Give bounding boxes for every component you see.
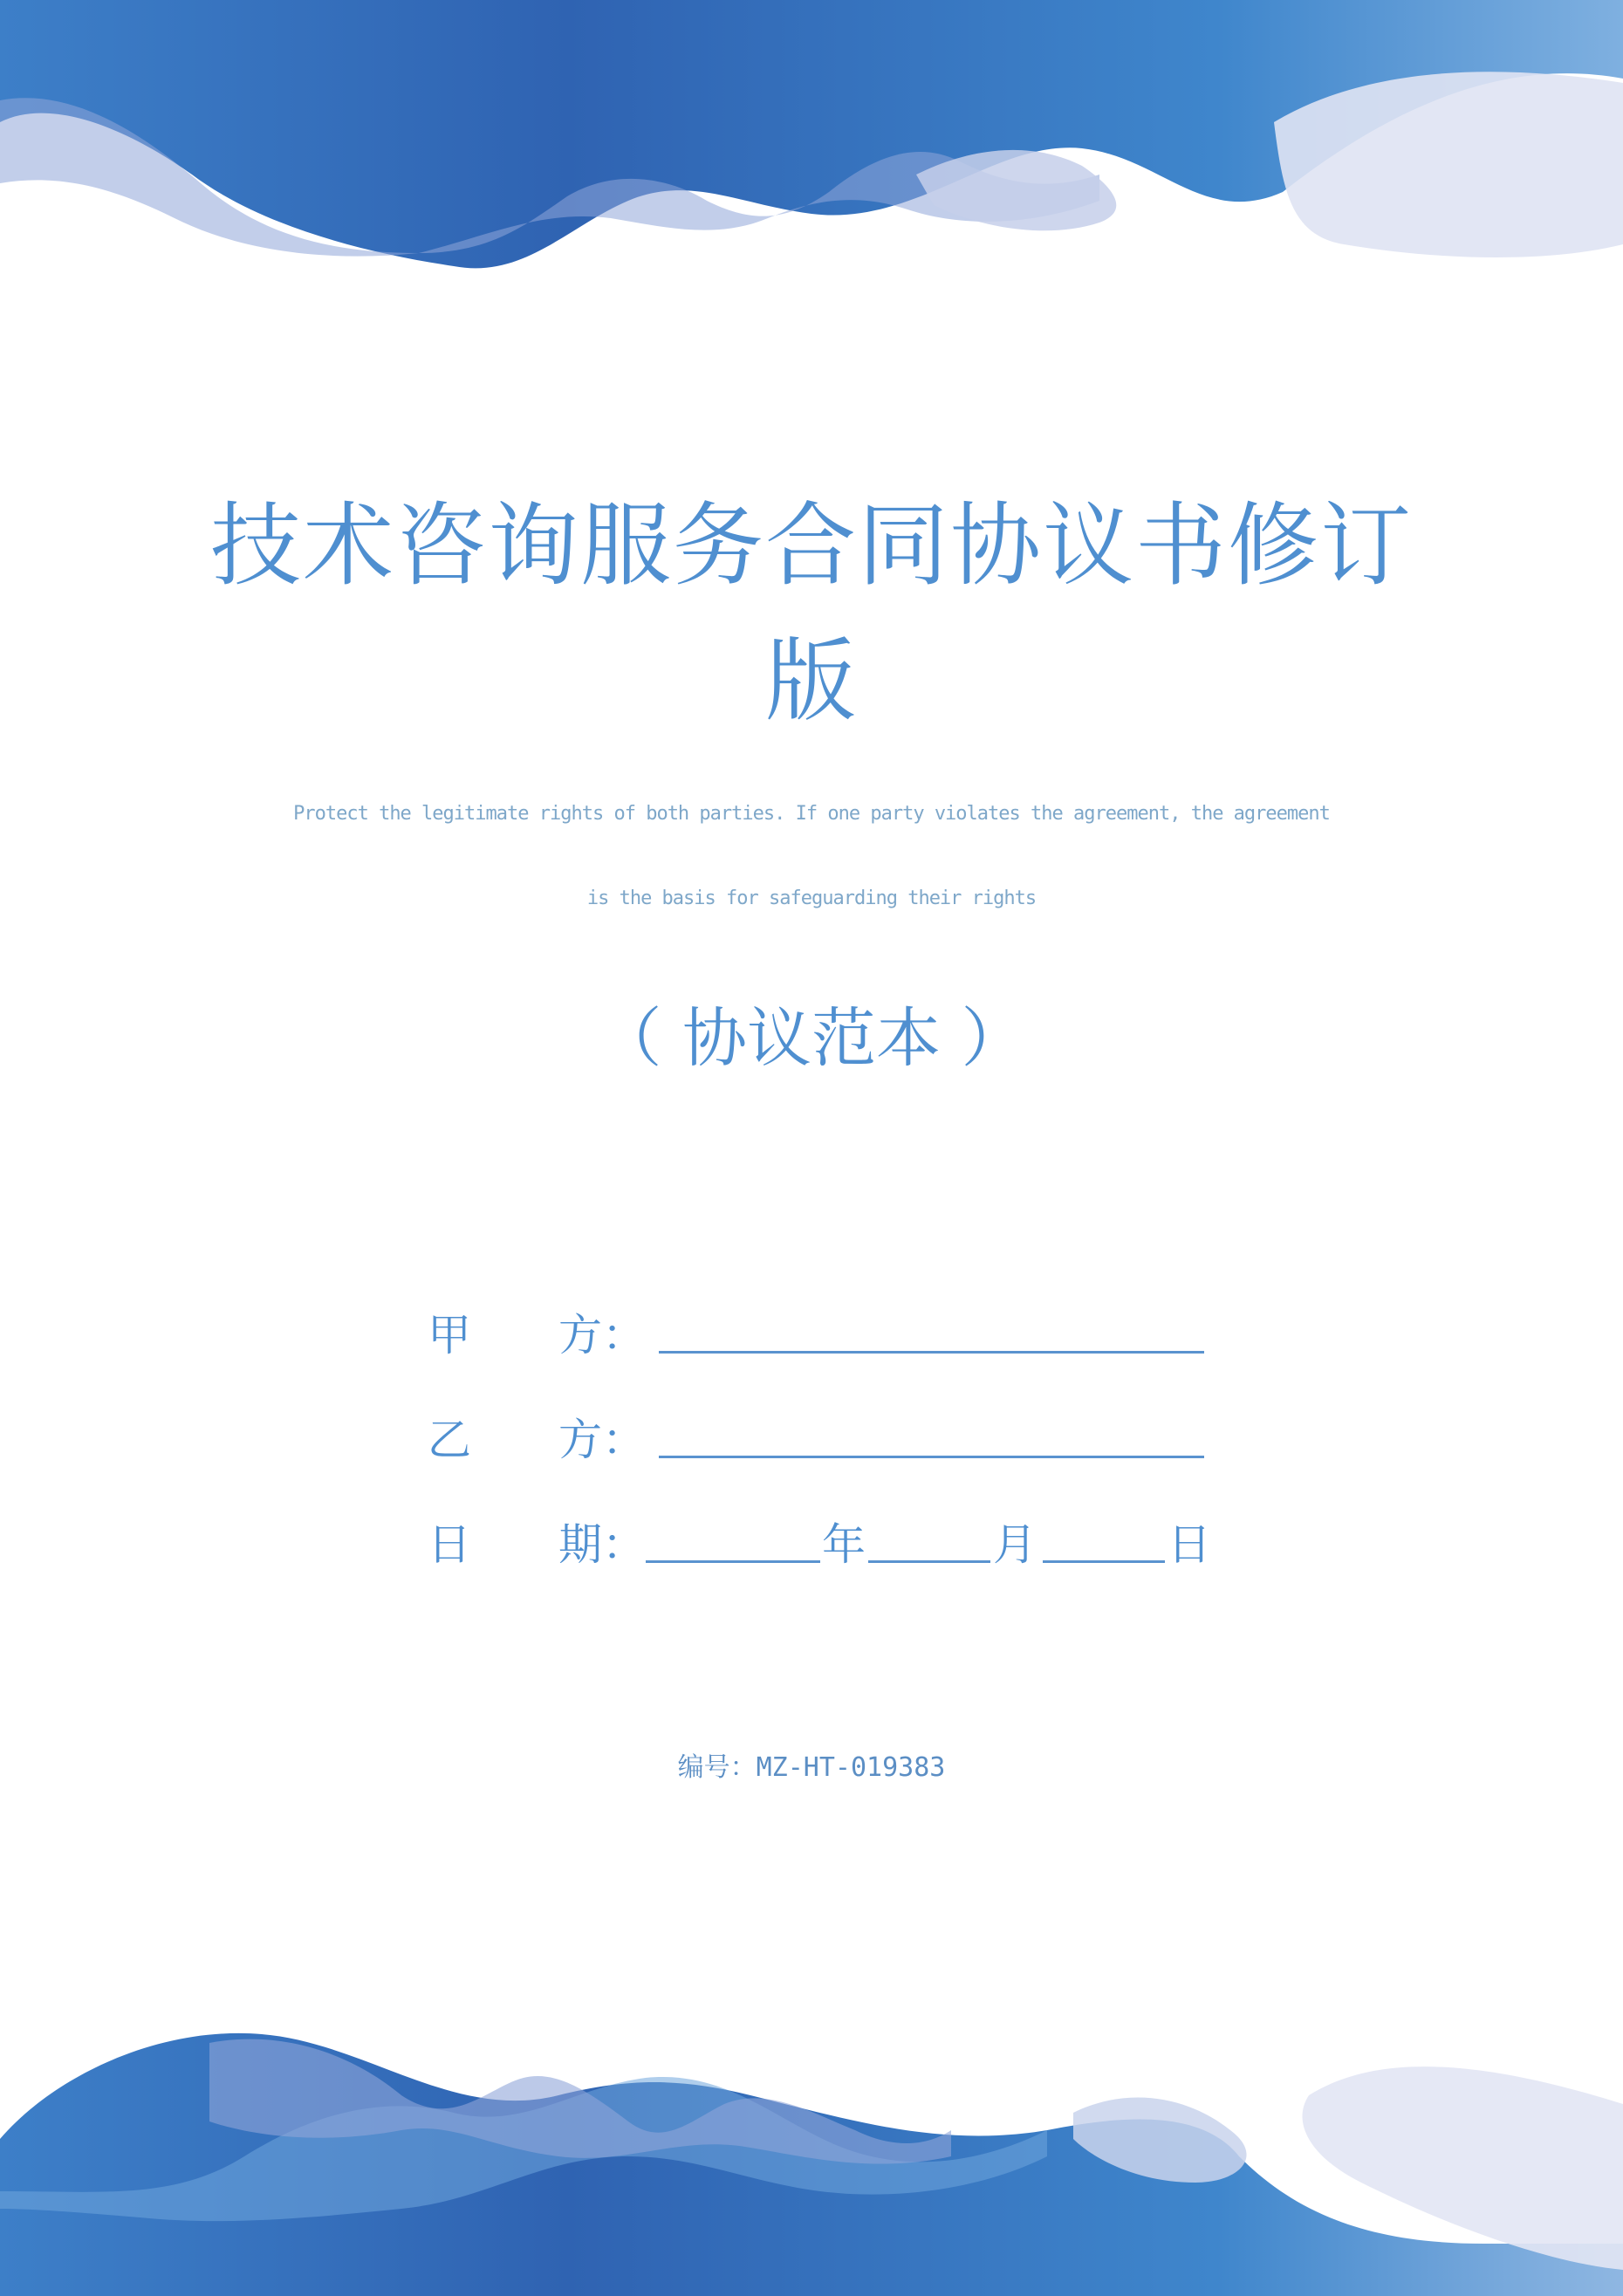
party-b-label-2: 方：: [558, 1415, 646, 1465]
day-blank-line[interactable]: [1043, 1560, 1165, 1563]
document-title-line-2: 版: [764, 627, 858, 734]
top-wave-decoration: [0, 0, 1623, 297]
month-blank-line[interactable]: [868, 1560, 990, 1563]
subtitle-line-1: Protect the legitimate rights of both parties. If one party violates the agreement, the agreement: [293, 803, 1330, 825]
bottom-wave-decoration: [0, 1982, 1623, 2296]
month-label: 月: [993, 1519, 1037, 1570]
document-code: 编号：MZ-HT-019383: [677, 1752, 946, 1783]
subtitle-line-2: is the basis for safeguarding their rights: [586, 888, 1037, 909]
date-label-1: 日: [428, 1519, 471, 1570]
party-a-blank-line[interactable]: [659, 1351, 1204, 1354]
sample-label: （ 协议范本 ）: [597, 1001, 1026, 1076]
party-b-label-1: 乙: [428, 1415, 471, 1465]
party-b-blank-line[interactable]: [659, 1456, 1204, 1458]
day-label: 日: [1168, 1519, 1211, 1570]
date-label-2: 期：: [558, 1519, 646, 1570]
year-blank-line[interactable]: [646, 1560, 820, 1563]
party-a-label-1: 甲: [428, 1310, 471, 1360]
party-a-label-2: 方：: [558, 1310, 646, 1360]
document-title-line-1: 技术咨询服务合同协议书修订: [209, 492, 1413, 599]
year-label: 年: [822, 1519, 866, 1570]
